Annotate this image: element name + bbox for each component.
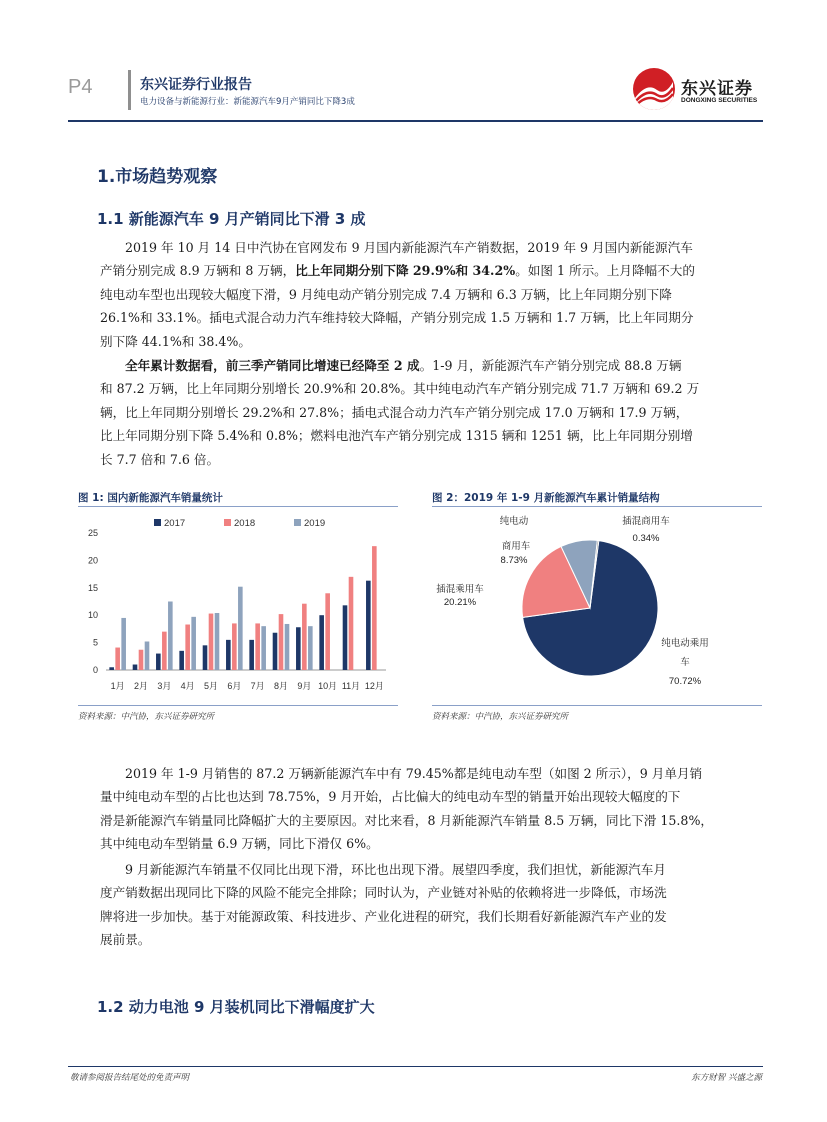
company-logo bbox=[633, 68, 763, 114]
x-tick-label: 7月 bbox=[250, 681, 265, 691]
bar-2018 bbox=[185, 625, 190, 670]
report-subtitle: 电力设备与新能源行业：新能源汽车9月产销同比下降3成 bbox=[140, 97, 355, 107]
x-tick-label: 10月 bbox=[318, 681, 338, 691]
pie-label: 商用车 bbox=[501, 541, 531, 552]
pie-chart bbox=[432, 508, 762, 704]
pie-label: 70.72% bbox=[668, 676, 702, 687]
footer-rule bbox=[68, 1066, 763, 1067]
x-tick-label: 3月 bbox=[157, 681, 172, 691]
header-rule bbox=[68, 120, 763, 122]
bar-2017 bbox=[109, 667, 114, 670]
figure-1-source: 资料来源：中汽协，东兴证券研究所 bbox=[78, 712, 215, 722]
text-line: 别下降 44.1%和 38.4%。 bbox=[100, 333, 251, 349]
legend-swatch-2018 bbox=[224, 519, 231, 526]
bar-2019 bbox=[285, 624, 290, 670]
bar-2019 bbox=[168, 602, 173, 671]
text-line bbox=[100, 259, 760, 282]
bar-2019 bbox=[215, 613, 220, 670]
x-tick-label: 8月 bbox=[273, 681, 289, 691]
legend-label-2018: 2018 bbox=[234, 518, 256, 529]
y-tick-label: 5 bbox=[92, 637, 98, 648]
bar-2019 bbox=[191, 617, 196, 670]
paragraph-2 bbox=[100, 354, 760, 471]
bar-2017 bbox=[343, 605, 348, 670]
page-number: P4 bbox=[68, 76, 93, 98]
pie-label: 插混乘用车 bbox=[436, 584, 484, 595]
bold-text: 比上年同期分别下降 29.9%和 34.2% bbox=[295, 263, 516, 279]
paragraph-3 bbox=[100, 762, 760, 856]
y-tick-label: 15 bbox=[87, 582, 98, 593]
bar-2018 bbox=[115, 648, 120, 670]
section-heading: 1.市场趋势观察 bbox=[97, 167, 218, 187]
y-tick-label: 25 bbox=[87, 528, 98, 538]
text-line: 和 87.2 万辆，比上年同期分别增长 20.9%和 20.8%。其中纯电动汽车产销分别完成 71.7 万辆和 69.2 万 bbox=[100, 381, 700, 397]
figure-1-rule bbox=[78, 506, 398, 507]
legend-swatch-2017 bbox=[154, 519, 161, 526]
bar-2017 bbox=[179, 651, 184, 670]
bar-2017 bbox=[203, 645, 208, 670]
logo-name: 东兴证券 bbox=[681, 79, 753, 99]
x-tick-label: 1月 bbox=[110, 681, 125, 691]
text-line: 2019 年 1-9 月销售的 87.2 万辆新能源汽车中有 79.45%都是纯电动车型（如图 2 所示），9 月单月销 bbox=[125, 766, 703, 781]
bar-2019 bbox=[121, 618, 126, 670]
bar-2017 bbox=[249, 640, 254, 670]
bar-2019 bbox=[145, 642, 150, 670]
bar-2017 bbox=[319, 615, 324, 670]
figure-1-title: 图 1: 国内新能源汽车销量统计 bbox=[78, 492, 223, 504]
bold-text: 全年累计数据看，前三季产销同比增速已经降至 2 成 bbox=[125, 358, 420, 373]
logo-emblem-icon bbox=[633, 68, 675, 110]
bar-2018 bbox=[232, 623, 237, 670]
report-title: 东兴证券行业报告 bbox=[140, 77, 252, 93]
figure-2-source: 资料来源：中汽协，东兴证券研究所 bbox=[432, 712, 569, 722]
bar-2017 bbox=[133, 665, 138, 670]
header-divider bbox=[128, 70, 131, 110]
text-span: 产销分别完成 8.9 万辆和 8 万辆， bbox=[100, 263, 296, 279]
x-tick-label: 5月 bbox=[203, 681, 219, 691]
legend-label-2019: 2019 bbox=[304, 518, 326, 529]
y-tick-label: 0 bbox=[92, 665, 98, 675]
bar-2018 bbox=[209, 614, 214, 670]
pie-label: 8.73% bbox=[500, 555, 528, 566]
text-line bbox=[100, 354, 760, 377]
bar-2017 bbox=[296, 627, 301, 670]
footer-slogan: 东方财智 兴盛之源 bbox=[691, 1073, 762, 1083]
x-tick-label: 11月 bbox=[341, 681, 361, 691]
bar-2018 bbox=[255, 623, 260, 670]
figure-2-title: 图 2：2019 年 1-9 月新能源汽车累计销量结构 bbox=[432, 492, 660, 504]
pie-label: 插混商用车 bbox=[622, 516, 670, 527]
pie-label: 20.21% bbox=[443, 597, 477, 608]
figure-1-bottom-rule bbox=[78, 705, 398, 706]
bar-2017 bbox=[226, 640, 231, 670]
text-line: 滑是新能源汽车销量同比降幅扩大的主要原因。对比来看，8 月新能源汽车销量 8.5 万辆，同比下滑 15.8%， bbox=[100, 812, 713, 828]
bar-2018 bbox=[325, 593, 330, 670]
text-line: 比上年同期分别下降 5.4%和 0.8%；燃料电池汽车产销分别完成 1315 辆和 1251 辆，比上年同期分别增 bbox=[100, 428, 693, 444]
text-span: 。如图 1 所示。上月降幅不大的 bbox=[515, 263, 695, 279]
logo-english: DONGXING SECURITIES bbox=[681, 97, 758, 104]
x-tick-label: 9月 bbox=[297, 681, 312, 691]
text-span: 。1-9 月，新能源汽车产销分别完成 88.8 万辆 bbox=[419, 358, 682, 373]
bar-2018 bbox=[162, 632, 167, 670]
figure-2-bottom-rule bbox=[432, 705, 762, 706]
y-tick-label: 20 bbox=[87, 555, 98, 566]
legend-swatch-2019 bbox=[294, 519, 301, 526]
bar-chart bbox=[78, 508, 398, 704]
text-line: 量中纯电动车型的占比也达到 78.75%，9 月开始，占比偏大的纯电动车型的销量开始出现较大幅度的下 bbox=[100, 789, 681, 805]
bar-2019 bbox=[261, 626, 266, 670]
bar-2017 bbox=[273, 633, 278, 670]
bar-2019 bbox=[238, 587, 243, 670]
pie-label: 车 bbox=[680, 657, 690, 668]
pie-label: 纯电动 bbox=[499, 516, 529, 527]
text-line: 度产销数据出现同比下降的风险不能完全排除；同时认为，产业链对补贴的依赖将进一步降低，市场洗 bbox=[100, 885, 667, 901]
figure-2-rule bbox=[432, 506, 762, 507]
footer-disclaimer: 敬请参阅报告结尾处的免责声明 bbox=[70, 1073, 190, 1083]
text-line: 26.1%和 33.1%。插电式混合动力汽车维持较大降幅，产销分别完成 1.5 万辆和 1.7 万辆，比上年同期分 bbox=[100, 310, 694, 326]
bar-2018 bbox=[372, 546, 377, 670]
bar-2019 bbox=[308, 626, 313, 670]
y-tick-label: 10 bbox=[87, 610, 98, 621]
x-tick-label: 4月 bbox=[180, 681, 195, 691]
report-header bbox=[68, 62, 763, 122]
bar-2017 bbox=[156, 654, 161, 670]
text-line: 辆，比上年同期分别增长 29.2%和 27.8%；插电式混合动力汽车产销分别完成 17.0 万辆和 17.9 万辆， bbox=[100, 404, 689, 420]
text-line: 长 7.7 倍和 7.6 倍。 bbox=[100, 451, 220, 467]
x-tick-label: 6月 bbox=[227, 681, 242, 691]
text-line: 2019 年 10 月 14 日中汽协在官网发布 9 月国内新能源汽车产销数据，2019 年 9 月国内新能源汽车 bbox=[125, 240, 693, 255]
bar-2018 bbox=[302, 604, 307, 670]
text-line: 其中纯电动车型销量 6.9 万辆，同比下滑仅 6%。 bbox=[100, 836, 379, 852]
legend-label-2017: 2017 bbox=[164, 518, 186, 529]
bar-2018 bbox=[349, 577, 354, 670]
subsection-heading-1-2: 1.2 动力电池 9 月装机同比下滑幅度扩大 bbox=[97, 998, 375, 1016]
pie-label: 0.34% bbox=[632, 533, 660, 544]
bar-2018 bbox=[139, 650, 144, 670]
text-line: 展前景。 bbox=[100, 932, 151, 948]
text-line: 纯电动车型也出现较大幅度下滑，9 月纯电动产销分别完成 7.4 万辆和 6.3 万辆，比上年同期分别下降 bbox=[100, 286, 672, 302]
paragraph-1 bbox=[100, 236, 760, 353]
pie-label: 纯电动乘用 bbox=[661, 638, 709, 649]
bar-2017 bbox=[366, 581, 371, 670]
paragraph-4 bbox=[100, 858, 760, 952]
x-tick-label: 12月 bbox=[364, 681, 384, 691]
subsection-heading-1-1: 1.1 新能源汽车 9 月产销同比下滑 3 成 bbox=[97, 210, 366, 228]
x-tick-label: 2月 bbox=[133, 681, 149, 691]
text-line: 牌将进一步加快。基于对能源政策、科技进步、产业化进程的研究，我们长期看好新能源汽车产业的发 bbox=[100, 908, 667, 924]
bar-2018 bbox=[279, 614, 284, 670]
text-line: 9 月新能源汽车销量不仅同比出现下滑，环比也出现下滑。展望四季度，我们担忧，新能源汽车月 bbox=[125, 862, 666, 877]
